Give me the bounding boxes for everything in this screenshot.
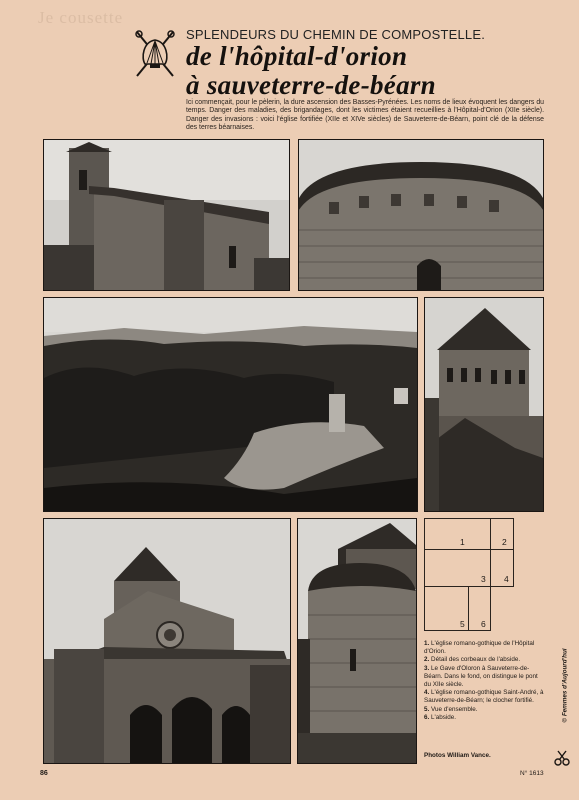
key-number-1: 1 — [460, 537, 465, 547]
photo-captions — [424, 640, 546, 722]
key-number-3: 3 — [481, 574, 486, 584]
key-line — [424, 630, 490, 631]
caption-item: 2. Détail des corbeaux de l'abside. — [424, 656, 521, 664]
vertical-copyright: © Femmes d'Aujourd'hui — [561, 648, 569, 723]
caption-item: 4. L'église romano-gothique Saint-André, à Sauveterre-de-Béarn; le clocher fortifié. — [424, 689, 544, 705]
photo-layout-key — [424, 518, 514, 631]
article-title-line2: à sauveterre-de-béarn — [186, 70, 436, 100]
key-line — [424, 586, 514, 587]
key-line — [424, 518, 514, 519]
photo-6-apse — [297, 518, 417, 764]
key-line — [424, 518, 425, 631]
photo-3-gave-oloron — [43, 297, 418, 512]
caption-item: 6. L'abside. — [424, 713, 457, 721]
key-line — [513, 518, 514, 587]
article-intro: Ici commençait, pour le pèlerin, la dure ascension des Basses-Pyrénées. Les noms de lieux évoquent les dangers du temps. Danger des maladies, des brigandages, dont les victimes étaient recueillies à l'Hôpital-d'Orion (XIIe siècle). Danger des invasions : voici l'église fortifiée (XIIe et XIVe siècles) de Sauveterre-de-Béarn, point clé de la défense des terres béarnaises. — [186, 99, 544, 132]
key-number-2: 2 — [502, 537, 507, 547]
key-line — [468, 586, 469, 631]
key-number-5: 5 — [460, 619, 465, 629]
issue-number: N° 1613 — [520, 770, 544, 777]
photo-1-church-orion — [43, 139, 290, 291]
page-number: 86 — [40, 770, 48, 777]
article-kicker: SPLENDEURS DU CHEMIN DE COMPOSTELLE. — [186, 27, 486, 42]
caption-item: 3. Le Gave d'Oloron à Sauveterre-de-Béarn. Dans le fond, on distingue le pont du XIIe siècle. — [424, 664, 538, 689]
key-line — [424, 549, 514, 550]
bleed-through-text: Je cousette — [38, 8, 124, 27]
caption-item: 5. Vue d'ensemble. — [424, 705, 478, 713]
photo-2-corbels-detail — [298, 139, 544, 291]
photo-4-saint-andre-bell-tower — [424, 297, 544, 512]
photo-5-overall-view — [43, 518, 291, 764]
scissors-icon — [554, 750, 570, 766]
key-number-4: 4 — [504, 574, 509, 584]
key-line — [490, 518, 491, 631]
photo-credit: Photos William Vance. — [424, 752, 491, 759]
caption-item: 1. L'église romano-gothique de l'Hôpital d'Orion. — [424, 640, 535, 656]
key-number-6: 6 — [481, 619, 486, 629]
scallop-shell-emblem-icon — [133, 28, 177, 80]
article-title-line1: de l'hôpital-d'orion — [186, 41, 408, 71]
